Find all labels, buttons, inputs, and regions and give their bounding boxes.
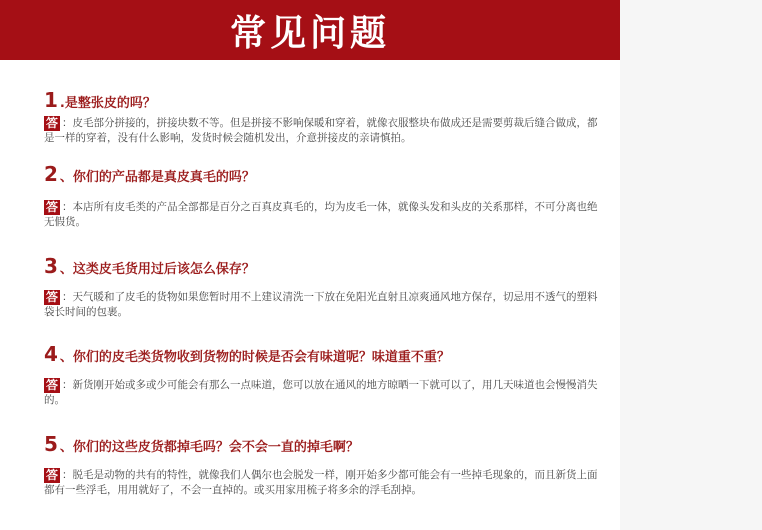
- answer-label: 答: [46, 290, 59, 304]
- answer-text: ：皮毛部分拼接的，拼接块数不等。但是拼接不影响保暖和穿着，就像衣服整块布做成还是需要剪裁后缝合做成，都是一样的穿着，没有什么影响，发货时候会随机发出，介意拼接皮的亲请慎拍。: [44, 117, 598, 144]
- faq-answer: [44, 116, 604, 146]
- question-text: 、你们的这些皮货都掉毛吗？会不会一直的掉毛啊？: [59, 440, 359, 455]
- faq-question: [44, 432, 604, 456]
- question-number: 4: [44, 342, 58, 366]
- answer-text: ：本店所有皮毛类的产品全部都是百分之百真皮真毛的，均为皮毛一体，就像头发和头皮的关系那样，不可分离也绝无假货。: [44, 201, 598, 228]
- title-banner: [0, 0, 620, 60]
- faq-answer: [44, 468, 604, 498]
- question-text: 、你们的产品都是真皮真毛的吗？: [59, 170, 255, 185]
- answer-label: 答: [46, 468, 59, 482]
- faq-item-5: [44, 432, 604, 498]
- faq-item-2: [44, 162, 604, 230]
- answer-label: 答: [46, 378, 59, 392]
- question-number: 1: [44, 88, 58, 112]
- answer-text: ：天气暖和了皮毛的货物如果您暂时用不上建议清洗一下放在免阳光直射且凉爽通风地方保存，切忌用不透气的塑料袋长时间的包裹。: [44, 291, 598, 318]
- question-text: 、你们的皮毛类货物收到货物的时候是否会有味道呢？味道重不重？: [59, 350, 450, 365]
- question-text: .是整张皮的吗？: [59, 96, 156, 111]
- faq-answer: [44, 290, 604, 320]
- right-background-strip: [620, 0, 762, 530]
- faq-answer: [44, 200, 604, 230]
- faq-question: [44, 88, 604, 112]
- faq-item-4: [44, 342, 604, 408]
- answer-text: ：脱毛是动物的共有的特性，就像我们人偶尔也会脱发一样，刚开始多少都可能会有一些掉毛现象的，而且新货上面都有一些浮毛，用用就好了，不会一直掉的。或买用家用梳子将多余的浮毛刮掉。: [44, 469, 598, 496]
- faq-answer: [44, 378, 604, 408]
- faq-question: [44, 162, 604, 186]
- faq-item-1: [44, 88, 604, 146]
- page-title: 常见问题: [229, 12, 390, 54]
- question-number: 2: [44, 162, 58, 186]
- faq-question: [44, 342, 604, 366]
- question-number: 5: [44, 432, 58, 456]
- answer-label: 答: [46, 116, 59, 130]
- question-text: 、这类皮毛货用过后该怎么保存？: [59, 262, 255, 277]
- faq-item-3: [44, 254, 604, 320]
- answer-label: 答: [46, 200, 59, 214]
- question-number: 3: [44, 254, 58, 278]
- answer-text: ：新货刚开始或多或少可能会有那么一点味道，您可以放在通风的地方晾晒一下就可以了，用几天味道也会慢慢消失的。: [44, 379, 598, 406]
- faq-question: [44, 254, 604, 278]
